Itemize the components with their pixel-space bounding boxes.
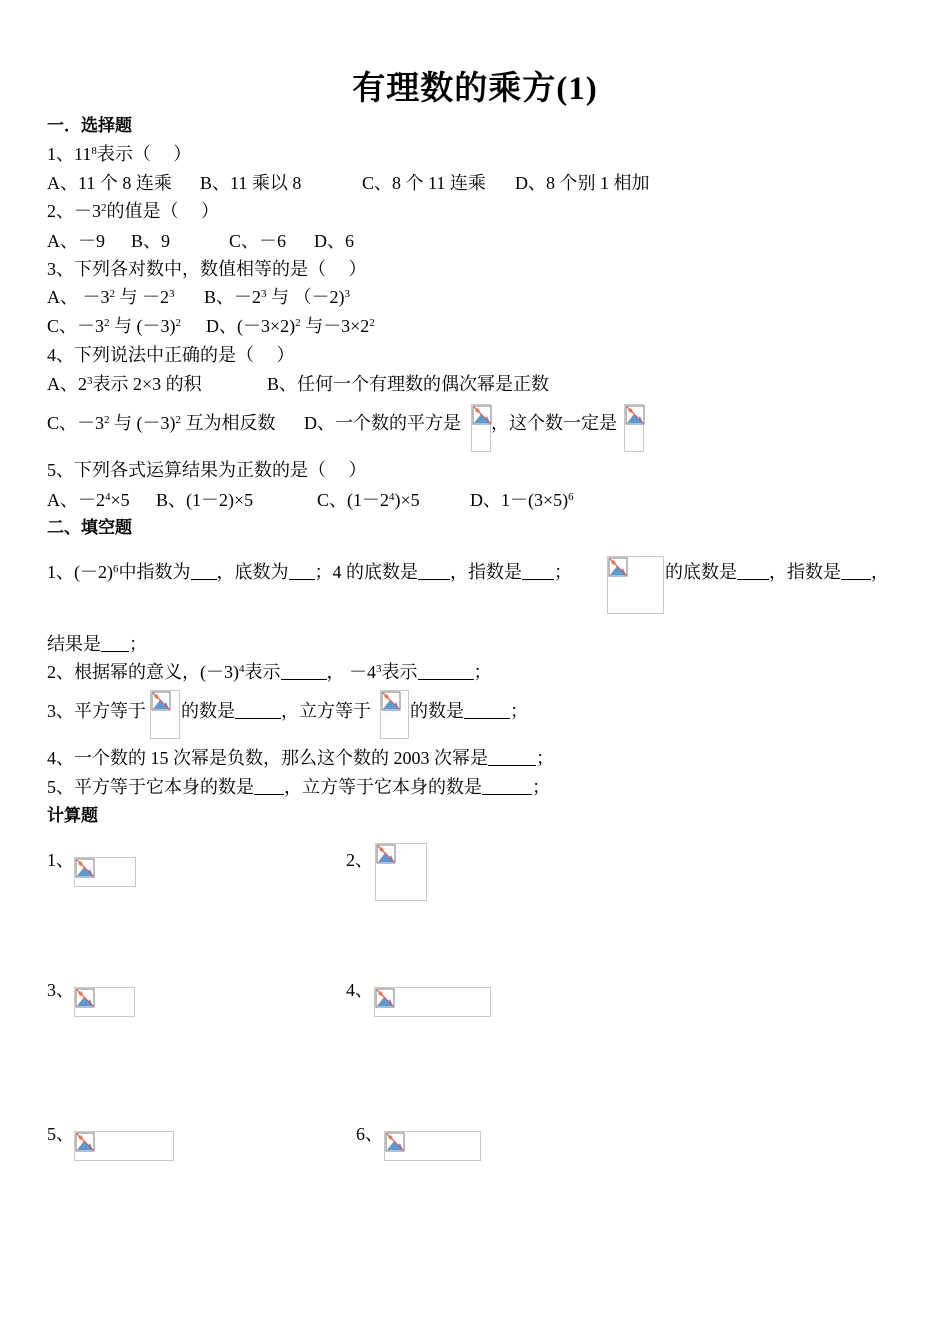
fill-5: 5、平方等于它本身的数是 ，立方等于它本身的数是 ； <box>47 777 550 797</box>
calc-6-label: 6、 <box>356 1124 383 1144</box>
q1-option-b: B、11 乘以 8 <box>200 173 302 193</box>
question-4-stem: 4、下列说法中正确的是（ ） <box>47 345 295 365</box>
q1-option-a: A、11 个 8 连乘 <box>47 173 172 193</box>
broken-image-icon <box>380 690 409 739</box>
fill-3-pre: 3、平方等于 <box>47 701 146 721</box>
fill-2: 2、根据幂的意义，$(-3)^4$表示 ， $-4^3$表示 ； <box>47 662 492 682</box>
q3-option-b: B、$-2^3$ 与 （－2)$^3$ <box>204 287 351 307</box>
q5-option-d: D、$1-(3\times 5)^6$ <box>470 490 574 510</box>
broken-image-icon <box>374 987 491 1017</box>
q4-option-a: A、$2^3$表示 2×3 的积 <box>47 374 202 394</box>
broken-image-icon <box>375 843 427 901</box>
fill-1-line1-left: 1、$(-2)^6$中指数为 ，底数为 ；4 的底数是 ，指数是 ； <box>47 562 572 582</box>
broken-image-icon <box>607 556 664 614</box>
fill-1-line2: 结果是 ； <box>47 634 147 654</box>
q4-option-c: C、$-3^2$ 与 $(-3)^2$ 互为相反数 <box>47 413 276 433</box>
section-heading-calc: 计算题 <box>47 806 98 825</box>
q2-option-a: A、－9 <box>47 231 105 251</box>
broken-image-icon <box>74 857 136 887</box>
q3-option-a: A、 $-3^2$ 与 $-2^3$ <box>47 287 175 307</box>
question-3-stem: 3、下列各对数中，数值相等的是（ ） <box>47 259 367 279</box>
q2-option-d: D、6 <box>314 231 354 251</box>
q5-option-b: B、(1－2)×5 <box>156 490 254 510</box>
q3-option-d: D、$(-3\times 2)^2$ 与$-3\times 2^2$ <box>206 316 375 336</box>
q5-option-c: C、$(1-2^4)\times 5$ <box>317 490 420 510</box>
broken-image-icon <box>150 690 180 739</box>
broken-image-icon <box>624 404 644 452</box>
fill-3-end: 的数是 ； <box>410 701 528 721</box>
broken-image-icon <box>384 1131 481 1161</box>
calc-5-label: 5、 <box>47 1124 74 1144</box>
broken-image-icon <box>74 987 135 1017</box>
section-heading-fill: 二、填空题 <box>47 518 132 537</box>
page-title: 有理数的乘方(1) <box>352 71 598 107</box>
calc-4-label: 4、 <box>346 980 373 1000</box>
q1-option-d: D、8 个别 1 相加 <box>515 173 650 193</box>
calc-2-label: 2、 <box>346 850 373 870</box>
fill-4: 4、一个数的 15 次幂是负数，那么这个数的 2003 次幂是 ； <box>47 748 554 768</box>
q4-option-d-mid: ，这个数一定是 <box>491 413 617 433</box>
q3-option-c: C、$-3^2$ 与 $(-3)^2$ <box>47 316 182 336</box>
q2-option-b: B、9 <box>131 231 171 251</box>
calc-1-label: 1、 <box>47 850 74 870</box>
broken-image-icon <box>74 1131 174 1161</box>
q5-option-a: A、$-2^4\times 5$ <box>47 490 130 510</box>
question-2-stem: 2、$-3^2$的值是（ ） <box>47 201 219 221</box>
q1-option-c: C、8 个 11 连乘 <box>362 173 486 193</box>
question-5-stem: 5、下列各式运算结果为正数的是（ ） <box>47 460 367 480</box>
q4-option-d-pre: D、一个数的平方是 <box>304 413 461 433</box>
broken-image-icon <box>471 404 491 452</box>
q4-option-b: B、任何一个有理数的偶次幂是正数 <box>267 374 550 394</box>
fill-3-mid: 的数是 ，立方等于 <box>181 701 371 721</box>
section-heading-choice: 一．选择题 <box>47 116 132 135</box>
q2-option-c: C、－6 <box>229 231 287 251</box>
question-1-stem: 1、$11^8$表示（ ） <box>47 144 192 164</box>
calc-3-label: 3、 <box>47 980 74 1000</box>
fill-1-line1-right: 的底数是 ，指数是 ， <box>665 562 889 582</box>
